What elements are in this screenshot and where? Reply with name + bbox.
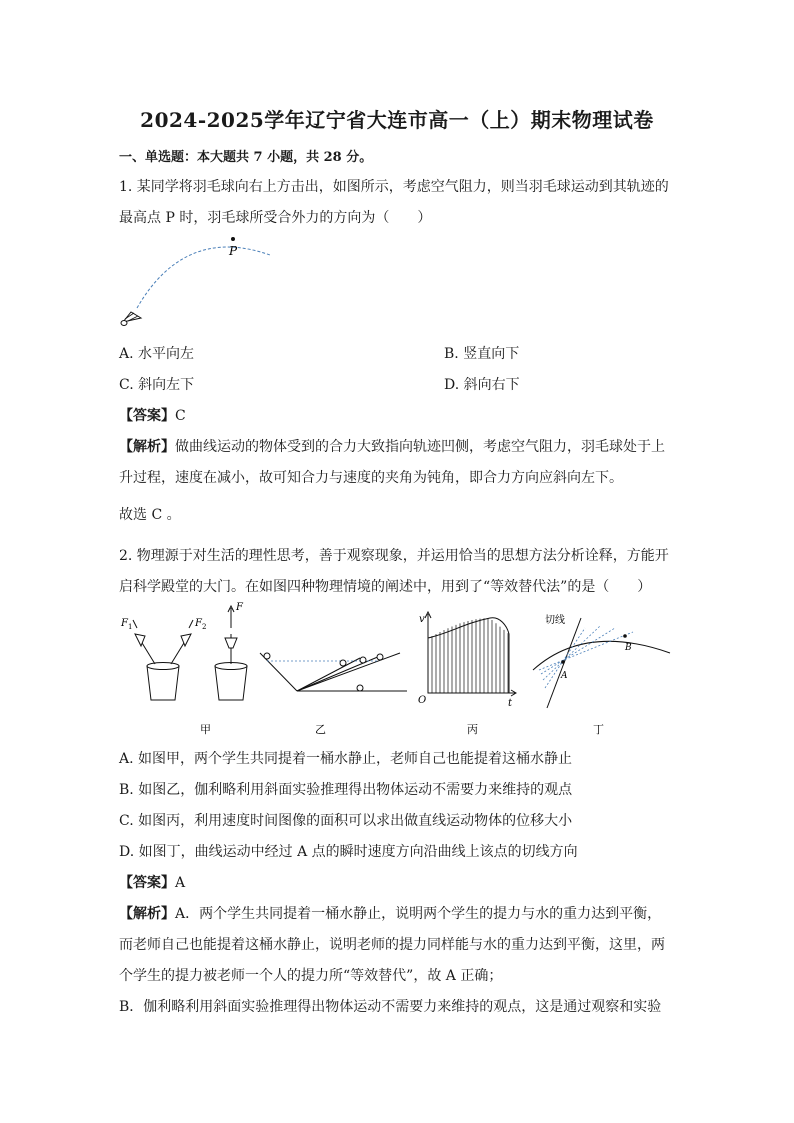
svg-text:F: F [195, 618, 202, 629]
svg-text:t: t [508, 698, 513, 709]
q2-analysis-line4: B．伽利略利用斜面实验推理得出物体运动不需要力来维持的观点，这是通过观察和实验 [119, 999, 662, 1015]
q1-stem-line2: 最高点 P 时，羽毛球所受合外力的方向为（ ） [119, 210, 432, 226]
q1-conclusion: 故选 C 。 [119, 507, 181, 523]
svg-text:v: v [419, 614, 425, 625]
q1-answer [119, 405, 186, 425]
q2-option-d: D. 如图丁，曲线运动中经过 A 点的瞬时速度方向沿曲线上该点的切线方向 [119, 844, 578, 860]
analysis-tag: 【解析】 [119, 439, 175, 455]
label-jia: 甲 [200, 723, 211, 736]
figure-yi-inclines [260, 653, 407, 691]
point-p-dot [231, 237, 235, 241]
analysis-tag: 【解析】 [119, 906, 175, 922]
point-p-label: P [229, 244, 238, 258]
svg-text:2: 2 [202, 623, 207, 631]
q2-option-c: C. 如图丙，利用速度时间图像的面积可以求出做直线运动物体的位移大小 [119, 813, 573, 829]
q2-option-a: A. 如图甲，两个学生共同提着一桶水静止，老师自己也能提着这桶水静止 [119, 751, 573, 767]
svg-text:F: F [236, 602, 243, 613]
svg-text:A: A [561, 671, 568, 681]
answer-tag: 【答案】 [119, 875, 175, 891]
q2-stem-line1: 2. 物理源于对生活的理性思考，善于观察现象，并运用恰当的思想方法分析诠释，方能开 [119, 548, 669, 564]
figure-ding-tangent [533, 613, 670, 708]
label-ding: 丁 [593, 723, 604, 736]
analysis-text: A．两个学生共同提着一桶水静止，说明两个学生的提力与水的重力达到平衡， [175, 906, 662, 922]
q1-option-c: C. 斜向左下 [119, 377, 195, 393]
analysis-text: 做曲线运动的物体受到的合力大致指向轨迹凹侧，考虑空气阻力，羽毛球处于上 [175, 439, 665, 455]
svg-text:切线: 切线 [545, 615, 565, 626]
shuttlecock-icon [121, 312, 141, 326]
svg-text:1: 1 [128, 623, 133, 631]
q2-analysis-line1 [119, 903, 661, 923]
q2-answer [119, 872, 185, 892]
svg-text:B: B [625, 643, 632, 653]
q2-option-b: B. 如图乙，伽利略利用斜面实验推理得出物体运动不需要力来维持的观点 [119, 782, 573, 798]
label-yi: 乙 [315, 723, 326, 736]
figure-jia-teacher [215, 602, 247, 700]
q1-option-d: D. 斜向右下 [444, 377, 520, 393]
trajectory-curve [137, 247, 270, 308]
answer-value: C [175, 408, 186, 424]
q1-option-b: B. 竖直向下 [444, 346, 520, 362]
page-title: 2024-2025学年辽宁省大连市高一（上）期末物理试卷 [140, 108, 654, 132]
q1-option-a: A. 水平向左 [119, 346, 195, 362]
figure-bing-vt-graph [418, 612, 516, 709]
answer-value: A [175, 875, 186, 891]
label-bing: 丙 [467, 723, 478, 736]
svg-text:O: O [418, 695, 427, 706]
svg-text:F: F [121, 618, 128, 629]
q1-stem-line1: 1. 某同学将羽毛球向右上方击出，如图所示，考虑空气阻力，则当羽毛球运动到其轨迹的 [119, 179, 669, 195]
answer-tag: 【答案】 [119, 408, 175, 424]
figure-jia-two-students [120, 618, 206, 700]
q1-figure-trajectory [115, 230, 285, 330]
q2-analysis-line3: 个学生的提力被老师一个人的提力所“等效替代”，故 A 正确； [119, 968, 503, 984]
q2-analysis-line2: 而老师自己也能提着这桶水静止，说明老师的提力同样能与水的重力达到平衡，这里，两 [119, 937, 665, 953]
section-heading: 一、单选题：本大题共 7 小题，共 28 分。 [119, 150, 373, 165]
q1-analysis-line1 [119, 436, 665, 456]
q2-stem-line2: 启科学殿堂的大门。在如图四种物理情境的阐述中，用到了“等效替代法”的是（ ） [119, 579, 652, 595]
q1-analysis-line2: 升过程，速度在减小，故可知合力与速度的夹角为钝角，即合力方向应斜向左下。 [119, 470, 623, 486]
q2-figure-row [115, 598, 680, 738]
